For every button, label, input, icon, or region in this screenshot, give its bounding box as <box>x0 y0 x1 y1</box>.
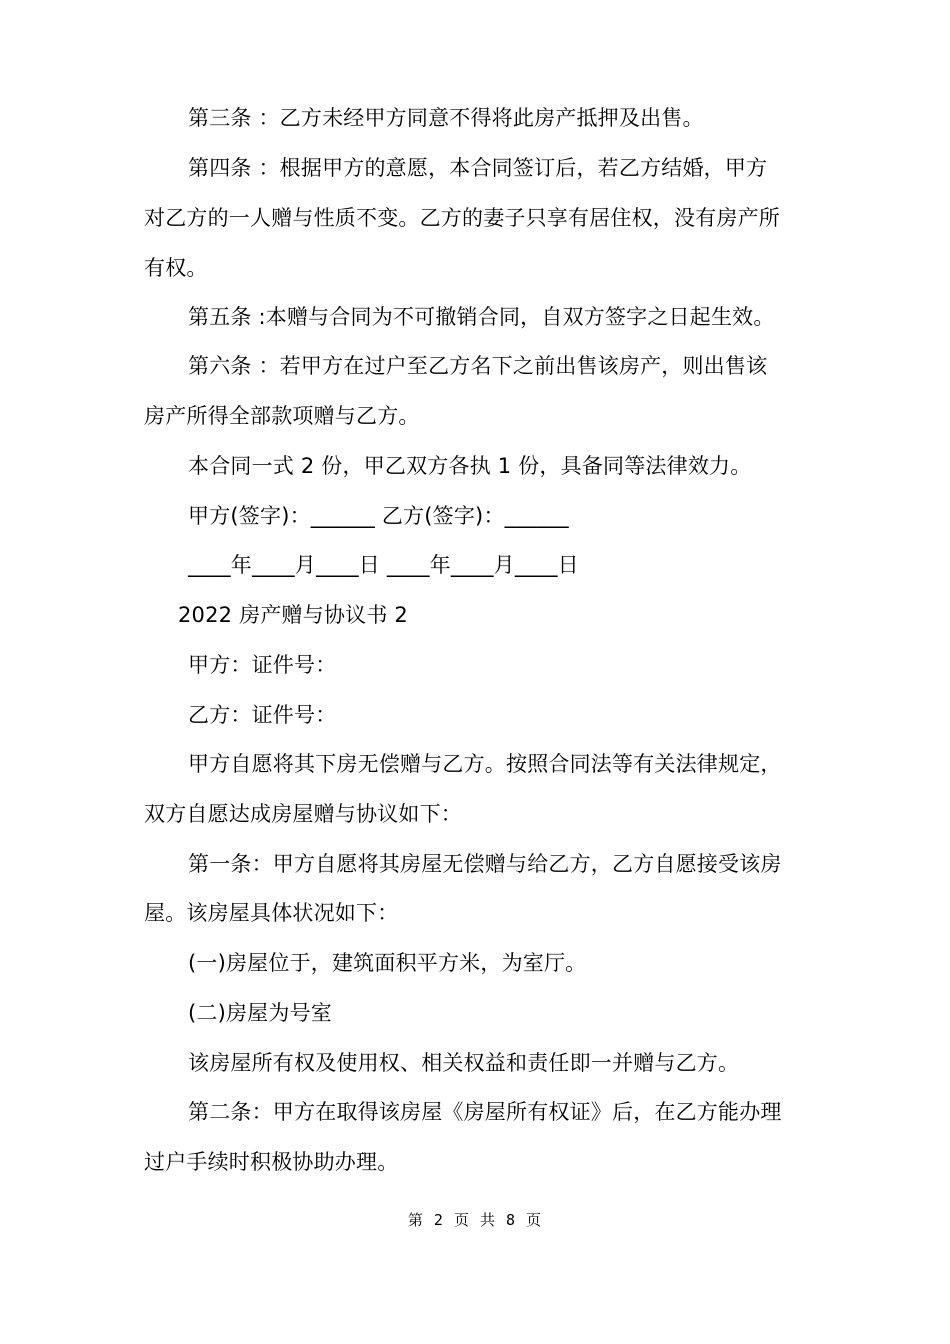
copies-statement: 本合同一式 2 份，甲乙双方各执 1 份，具备同等法律效力。 <box>188 454 752 478</box>
page-number: 第 2 页 共 8 页 <box>407 1211 543 1229</box>
intro-line-2: 双方自愿达成房屋赠与协议如下： <box>144 802 462 826</box>
section-title: 2022 房产赠与协议书 2 <box>178 603 408 627</box>
clause-1-line-1: 第一条：甲方自愿将其房屋无偿赠与给乙方，乙方自愿接受该房 <box>188 852 782 876</box>
ownership-transfer-line: 该房屋所有权及使用权、相关权益和责任即一并赠与乙方。 <box>188 1051 740 1075</box>
clause-4-line-3: 有权。 <box>144 256 208 280</box>
intro-line-1: 甲方自愿将其下房无偿赠与乙方。按照合同法等有关法律规定， <box>188 752 782 776</box>
clause-5-line-1: 第五条 :本赠与合同为不可撤销合同，自双方签字之日起生效。 <box>188 305 775 329</box>
date-line: ____年____月____日 ____年____月____日 <box>188 553 579 577</box>
clause-3-line-1: 第三条 ：乙方未经甲方同意不得将此房产抵押及出售。 <box>188 106 704 130</box>
house-location-line: (一)房屋位于，建筑面积平方米，为室厅。 <box>188 951 587 975</box>
clause-1-line-2: 屋。该房屋具体状况如下： <box>144 901 399 925</box>
party-a-id-line: 甲方：证件号： <box>188 653 337 677</box>
clause-4-line-1: 第四条 ：根据甲方的意愿，本合同签订后，若乙方结婚，甲方 <box>188 156 768 180</box>
clause-4-line-2: 对乙方的一人赠与性质不变。乙方的妻子只享有居住权，没有房产所 <box>144 206 780 230</box>
party-b-id-line: 乙方：证件号： <box>188 703 337 727</box>
clause-2-line-2: 过户手续时积极协助办理。 <box>144 1150 399 1174</box>
clause-2-line-1: 第二条：甲方在取得该房屋《房屋所有权证》后，在乙方能办理 <box>188 1100 782 1124</box>
clause-6-line-1: 第六条 ：若甲方在过户至乙方名下之前出售该房产，则出售该 <box>188 354 768 378</box>
signature-line: 甲方(签字)：______ 乙方(签字)：______ <box>188 504 569 528</box>
clause-6-line-2: 房产所得全部款项赠与乙方。 <box>144 404 420 428</box>
house-room-line: (二)房屋为号室 <box>188 1001 332 1025</box>
